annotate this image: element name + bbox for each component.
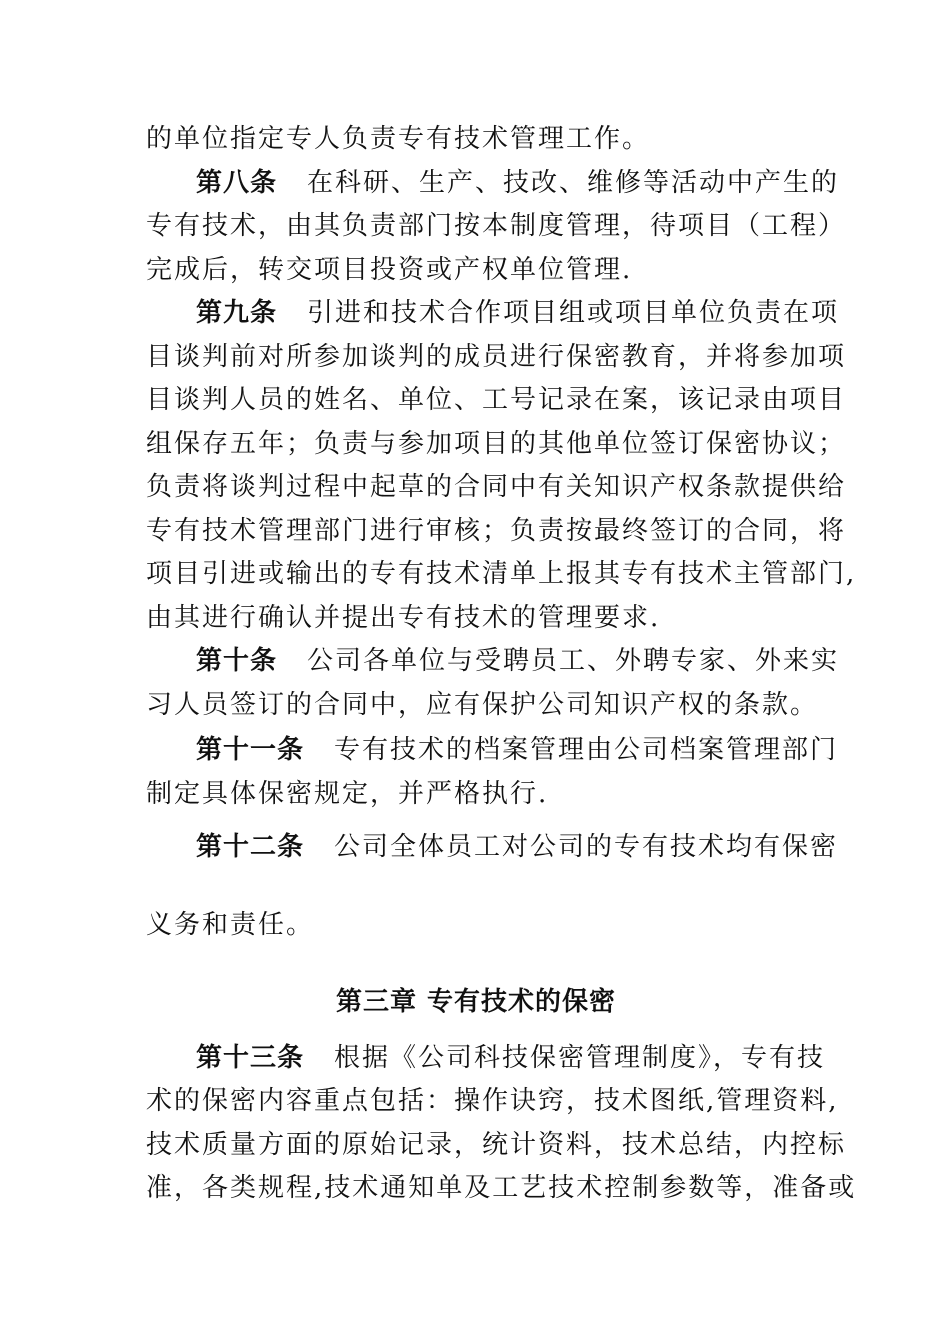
paragraph-line: 习人员签订的合同中，应有保护公司知识产权的条款。	[146, 689, 819, 720]
paragraph-line: 目谈判前对所参加谈判的成员进行保密教育，并将参加项	[146, 341, 847, 372]
paragraph-line: 制定具体保密规定，并严格执行.	[146, 778, 549, 809]
article-8-first-line	[146, 162, 840, 206]
paragraph-line: 专有技术，由其负责部门按本制度管理，待项目（工程）	[146, 211, 847, 241]
article-12-text: 公司全体员工对公司的专有技术均有保密	[334, 832, 839, 862]
article-9-first-line	[146, 292, 840, 336]
article-10-label: 第十条	[196, 646, 278, 676]
article-12-first-line	[146, 826, 839, 870]
paragraph-line: 的单位指定专人负责专有技术管理工作。	[146, 124, 651, 154]
paragraph-line: 术的保密内容重点包括：操作诀窍，技术图纸,管理资料,	[146, 1086, 839, 1116]
paragraph-line: 组保存五年；负责与参加项目的其他单位签订保密协议；	[146, 428, 847, 459]
chapter-heading: 第三章 专有技术的保密	[335, 987, 617, 1017]
article-11-text: 专有技术的档案管理由公司档案管理部门	[334, 735, 839, 765]
paragraph-line: 由其进行确认并提出专有技术的管理要求.	[146, 602, 661, 633]
article-13-label: 第十三条	[196, 1042, 305, 1073]
article-8-label: 第八条	[196, 167, 278, 198]
document-page	[146, 118, 857, 1211]
paragraph-line: 义务和责任。	[146, 909, 315, 940]
paragraph-line: 专有技术管理部门进行审核；负责按最终签订的合同，将	[146, 515, 847, 546]
paragraph-line: 准，各类规程,技术通知单及工艺技术控制参数等，准备或	[146, 1173, 857, 1203]
article-10-first-line	[146, 640, 840, 684]
article-10-text: 公司各单位与受聘员工、外聘专家、外来实	[307, 646, 840, 676]
article-9-label: 第九条	[196, 298, 278, 328]
paragraph-line: 技术质量方面的原始记录，统计资料，技术总结，内控标	[146, 1129, 847, 1160]
article-13-first-line	[146, 1037, 826, 1081]
paragraph-line: 项目引进或输出的专有技术清单上报其专有技术主管部门,	[146, 559, 857, 589]
article-11-label: 第十一条	[196, 735, 305, 765]
article-11-first-line	[146, 729, 839, 773]
article-12-label: 第十二条	[196, 832, 305, 862]
article-13-text: 根据《公司科技保密管理制度》，专有技	[334, 1042, 826, 1073]
paragraph-line: 完成后，转交项目投资或产权单位管理.	[146, 254, 633, 285]
article-9-text: 引进和技术合作项目组或项目单位负责在项	[307, 298, 840, 328]
paragraph-line: 目谈判人员的姓名、单位、工号记录在案，该记录由项目	[146, 385, 847, 415]
article-8-text: 在科研、生产、技改、维修等活动中产生的	[307, 167, 840, 198]
paragraph-line: 负责将谈判过程中起草的合同中有关知识产权条款提供给	[146, 472, 847, 502]
